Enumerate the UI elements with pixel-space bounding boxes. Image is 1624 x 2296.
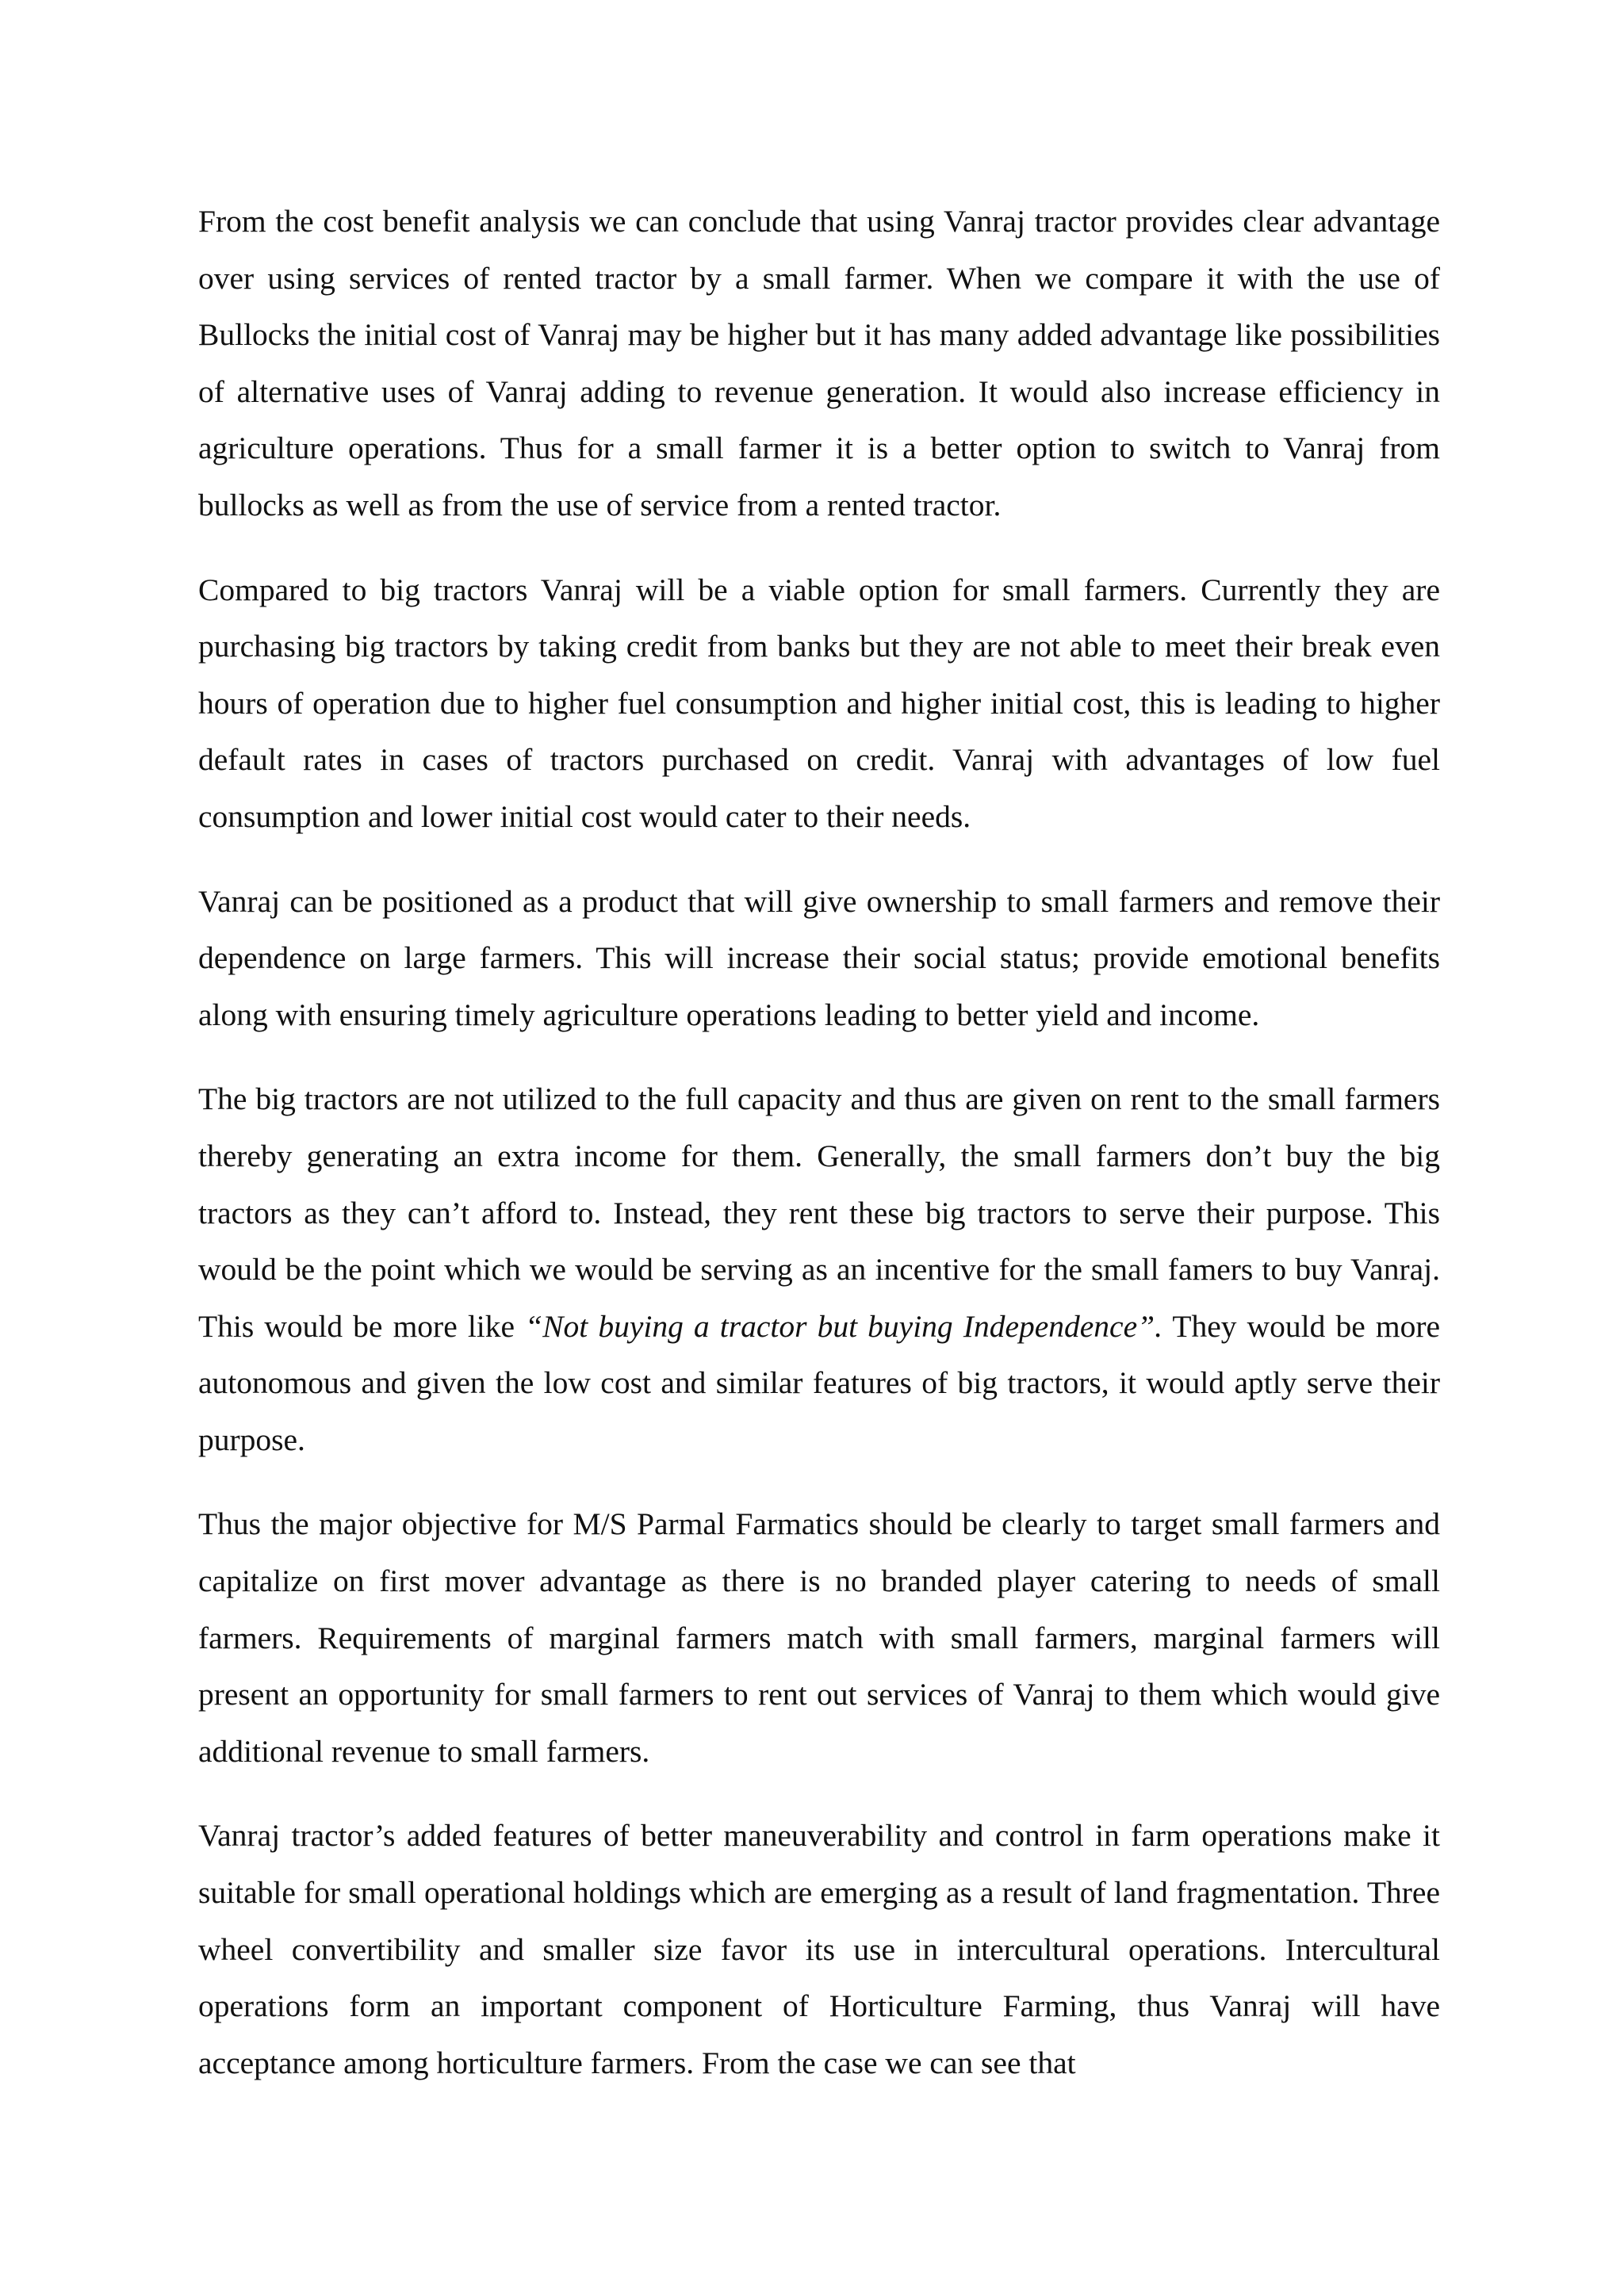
paragraph-added-features: Vanraj tractor’s added features of better maneuverability and control in farm operations make it suitable for small operational holdings which are emerging as a result of land fragmentation. Three wheel convertibility and smaller size favor its use in intercultural operations. Intercultural operations form an important component of Horticulture Farming, thus Vanraj will have acceptance among horticulture farmers. From the case we can see that xyxy=(198,1818,1440,2080)
paragraph-independence xyxy=(198,1071,1440,1468)
independence-quote: “Not buying a tractor but buying Independence”. xyxy=(525,1308,1162,1344)
document-page xyxy=(198,193,1440,2119)
paragraph-cost-benefit: From the cost benefit analysis we can conclude that using Vanraj tractor provides clear advantage over using services of rented tractor by a small farmer. When we compare it with the use of Bullocks the initial cost of Vanraj may be higher but it has many added advantage like possibilities of alternative uses of Vanraj adding to revenue generation. It would also increase efficiency in agriculture operations. Thus for a small farmer it is a better option to switch to Vanraj from bullocks as well as from the use of service from a rented tractor. xyxy=(198,204,1440,522)
paragraph-big-tractors-comparison: Compared to big tractors Vanraj will be a viable option for small farmers. Currently they are purchasing big tractors by taking credit from banks but they are not able to meet their break even hours of operation due to higher fuel consumption and higher initial cost, this is leading to higher default rates in cases of tractors purchased on credit. Vanraj with advantages of low fuel consumption and lower initial cost would cater to their needs. xyxy=(198,572,1440,834)
paragraph-independence-text-after: They would be more autonomous and given the low cost and similar features of big tractors, it would aptly serve their purpose. xyxy=(198,1308,1441,1457)
paragraph-positioning: Vanraj can be positioned as a product that will give ownership to small farmers and remove their dependence on large farmers. This will increase their social status; provide emotional benefits along with ensuring timely agriculture operations leading to better yield and income. xyxy=(198,883,1440,1032)
paragraph-major-objective: Thus the major objective for M/S Parmal Farmatics should be clearly to target small farmers and capitalize on first mover advantage as there is no branded player catering to needs of small farmers. Requirements of marginal farmers match with small farmers, marginal farmers will present an opportunity for small farmers to rent out services of Vanraj to them which would give additional revenue to small farmers. xyxy=(198,1506,1440,1769)
paragraph-independence-text-before: The big tractors are not utilized to the full capacity and thus are given on rent to the small farmers thereby generating an extra income for them. Generally, the small farmers don’t buy the big tractors as they can’t afford to. Instead, they rent these big tractors to serve their purpose. This would be the point which we would be serving as an incentive for the small famers to buy Vanraj. This would be more like xyxy=(198,1081,1440,1344)
